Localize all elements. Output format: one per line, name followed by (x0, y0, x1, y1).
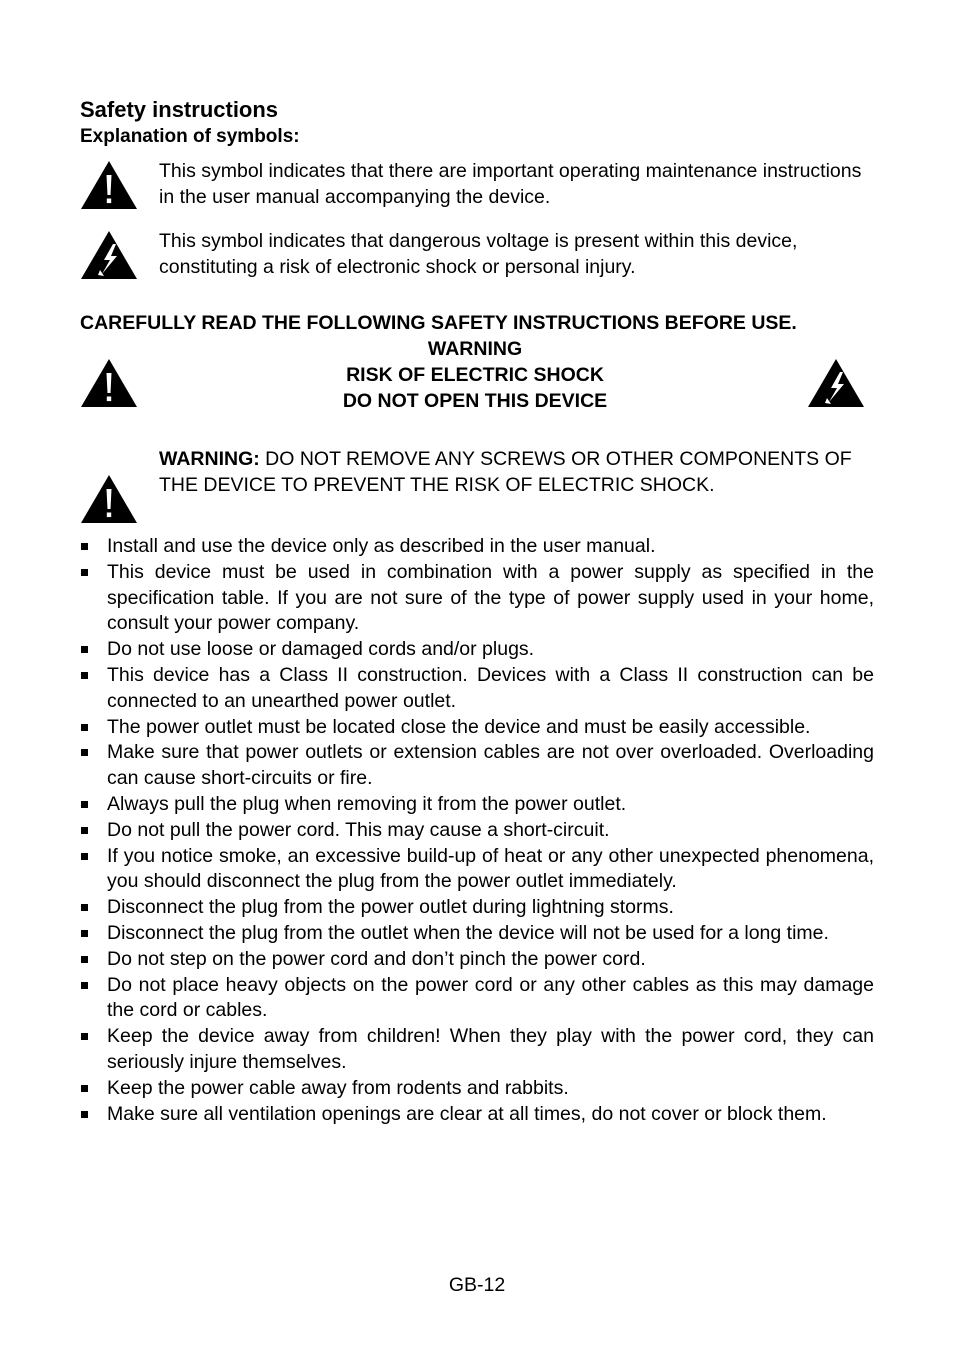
lightning-triangle-icon (807, 358, 865, 408)
electric-shock-warning-block (80, 336, 874, 420)
bullet-square-icon (81, 982, 88, 989)
list-item: Make sure that power outlets or extension cables are not over overloaded. Overloading can cause short-circuits or fire. (80, 740, 874, 792)
bullet-square-icon (81, 1085, 88, 1092)
bullet-square-icon (81, 749, 88, 756)
bullet-square-icon (81, 801, 88, 808)
list-item: Do not step on the power cord and don’t pinch the power cord. (80, 947, 874, 973)
list-item: If you notice smoke, an excessive build-up of heat or any other unexpected phenomena, you should disconnect the plug from the power outlet immediately. (80, 844, 874, 896)
bullet-square-icon (81, 853, 88, 860)
list-item: Disconnect the plug from the outlet when the device will not be used for a long time. (80, 921, 874, 947)
warning-text: DO NOT REMOVE ANY SCREWS OR OTHER COMPONENTS OF THE DEVICE TO PREVENT THE RISK OF ELECTRIC SHOCK. (159, 448, 852, 496)
read-instructions-notice: CAREFULLY READ THE FOLLOWING SAFETY INSTRUCTIONS BEFORE USE. (80, 312, 797, 334)
list-item: Always pull the plug when removing it from the power outlet. (80, 792, 874, 818)
bullet-square-icon (81, 904, 88, 911)
screw-removal-warning (80, 446, 874, 524)
list-item: Make sure all ventilation openings are clear at all times, do not cover or block them. (80, 1102, 874, 1128)
lightning-triangle-icon (80, 230, 138, 280)
bullet-square-icon (81, 956, 88, 963)
bullet-square-icon (81, 543, 88, 550)
page-number: GB-12 (448, 1274, 506, 1296)
list-item: Do not pull the power cord. This may cause a short-circuit. (80, 818, 874, 844)
list-item: This device has a Class II construction. Devices with a Class II construction can be connected to an unearthed power outlet. (80, 663, 874, 715)
list-item: Keep the device away from children! When they play with the power cord, they can seriously injure themselves. (80, 1024, 874, 1076)
list-item: Do not place heavy objects on the power cord or any other cables as this may damage the cord or cables. (80, 973, 874, 1025)
list-item: Keep the power cable away from rodents and rabbits. (80, 1076, 874, 1102)
exclamation-triangle-icon (80, 160, 138, 210)
safety-bullet-list (80, 534, 874, 1127)
bullet-square-icon (81, 1111, 88, 1118)
warning-risk-line: RISK OF ELECTRIC SHOCK (346, 364, 604, 386)
section-subtitle: Explanation of symbols: (80, 126, 300, 147)
bullet-square-icon (81, 672, 88, 679)
symbol-description: This symbol indicates that dangerous voltage is present within this device, constituting a risk of electronic shock or personal injury. (159, 230, 798, 278)
bullet-square-icon (81, 1033, 88, 1040)
warning-heading: WARNING (427, 338, 523, 360)
warning-label: WARNING: (159, 448, 260, 470)
bullet-square-icon (81, 930, 88, 937)
list-item: Install and use the device only as described in the user manual. (80, 534, 874, 560)
bullet-square-icon (81, 724, 88, 731)
symbol-row-voltage (80, 228, 874, 284)
exclamation-triangle-icon (80, 358, 138, 408)
symbol-row-important (80, 158, 874, 214)
document-page (80, 96, 874, 1127)
exclamation-triangle-icon (80, 474, 138, 524)
warning-do-not-open-line: DO NOT OPEN THIS DEVICE (342, 390, 608, 412)
list-item: Do not use loose or damaged cords and/or plugs. (80, 637, 874, 663)
list-item: The power outlet must be located close the device and must be easily accessible. (80, 715, 874, 741)
bullet-square-icon (81, 827, 88, 834)
symbol-description: This symbol indicates that there are important operating maintenance instructions in the user manual accompanying the device. (159, 160, 862, 208)
bullet-square-icon (81, 569, 88, 576)
list-item: Disconnect the plug from the power outlet during lightning storms. (80, 895, 874, 921)
list-item: This device must be used in combination with a power supply as specified in the specification table. If you are not sure of the type of power supply used in your home, consult your power company. (80, 560, 874, 637)
page-title: Safety instructions (80, 97, 279, 122)
bullet-square-icon (81, 646, 88, 653)
